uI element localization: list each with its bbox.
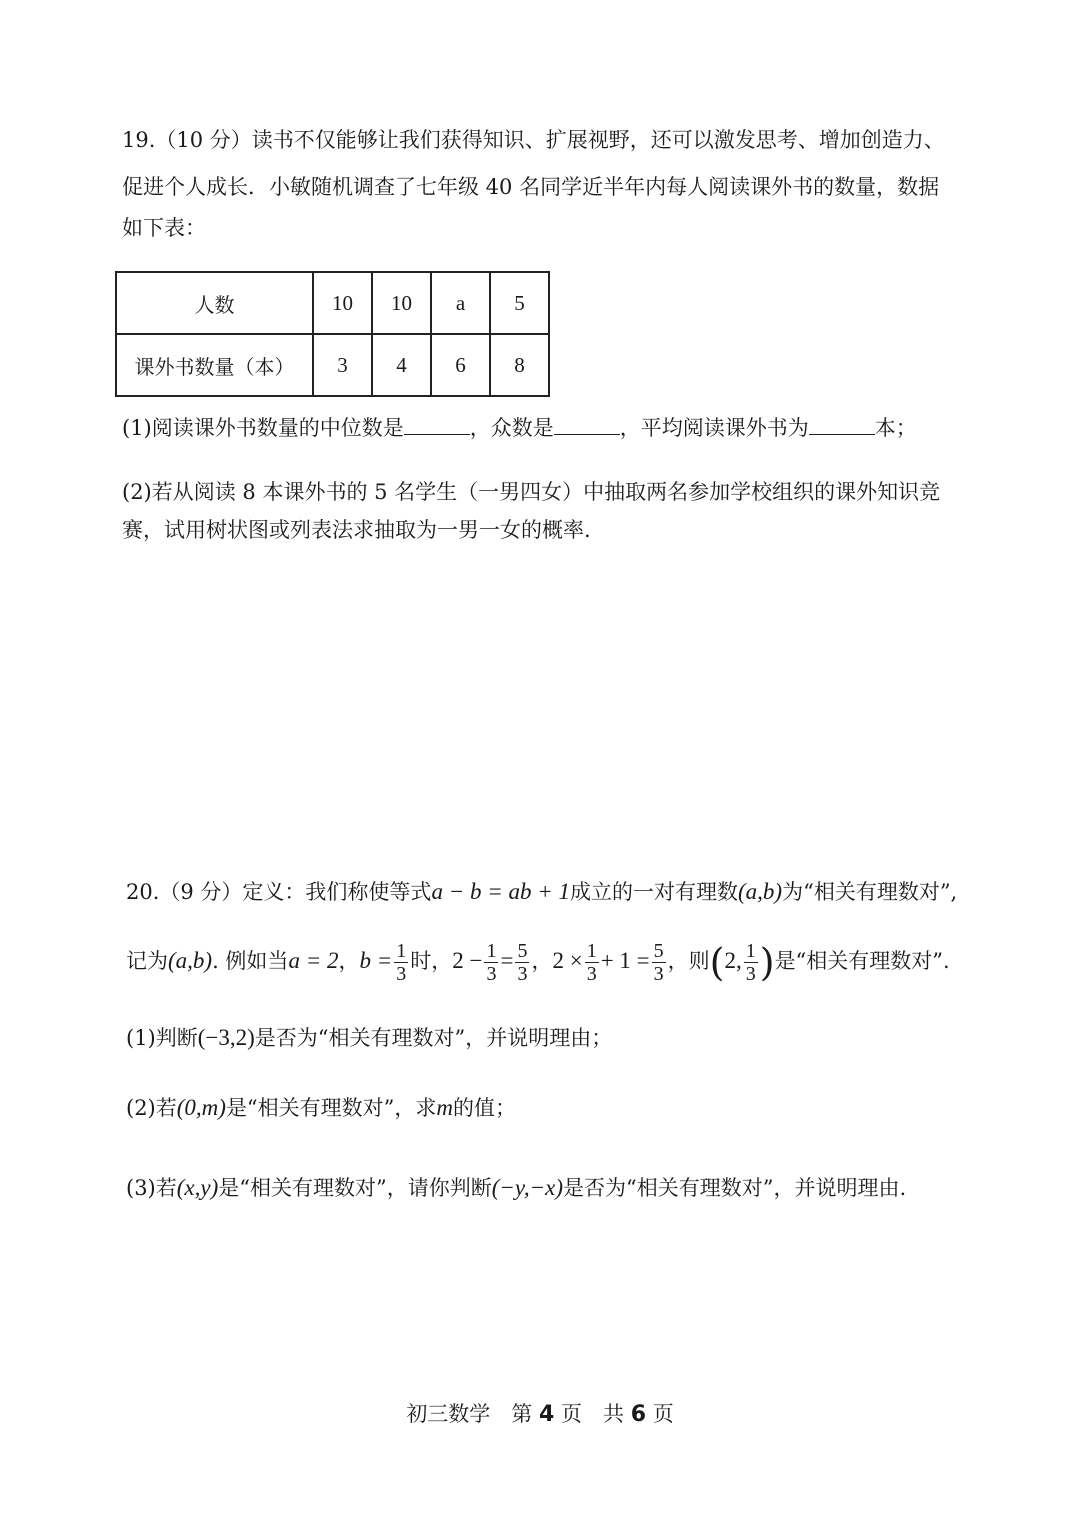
q19-part1 <box>122 414 917 442</box>
table-cell: a <box>431 272 490 334</box>
table-cell: 8 <box>490 334 549 396</box>
table-cell: 3 <box>313 334 372 396</box>
q20-def-end: 为“相关有理数对”, <box>782 880 958 904</box>
q20-p3-text: 是“相关有理数对”，请你判断 <box>218 1176 492 1200</box>
fraction-one-third: $\frac{1}{3}$ <box>486 940 497 985</box>
median-blank[interactable] <box>404 416 470 435</box>
q19-part1-mean: ，平均阅读课外书为 <box>619 416 809 440</box>
q20-is-pair: 是“相关有理数对”. <box>774 949 950 973</box>
right-paren-icon: ) <box>759 940 775 985</box>
q20-a-value: a = 2 <box>288 948 339 973</box>
table-row <box>116 272 549 334</box>
q20-then: ，则 <box>667 949 710 973</box>
footer-page-suffix: 页 <box>652 1402 674 1426</box>
page-footer <box>0 1398 1080 1428</box>
q19-part1-mode: ，众数是 <box>469 416 554 440</box>
left-paren-icon: ( <box>709 940 725 985</box>
q19-line1: 19.（10 分）读书不仅能够让我们获得知识、扩展视野，还可以激发思考、增加创造力、 <box>122 128 945 152</box>
q20-p2-pair: (0,m) <box>176 1095 226 1120</box>
q19-part1-median: (1)阅读课外书数量的中位数是 <box>122 416 404 440</box>
q20-p2-label: (2)若 <box>126 1096 177 1120</box>
q20-p3-label: (3)若 <box>126 1176 177 1200</box>
table-cell: 10 <box>372 272 431 334</box>
footer-subject: 初三数学 第 <box>406 1402 533 1426</box>
mean-blank[interactable] <box>809 416 875 435</box>
mode-blank[interactable] <box>554 416 620 435</box>
q20-def-mid: 成立的一对有理数 <box>570 880 738 904</box>
fraction-one-third: $\frac{1}{3}$ <box>586 940 597 985</box>
q19-part1-unit: 本； <box>874 416 917 440</box>
table-cell: 4 <box>372 334 431 396</box>
footer-page-number: 4 <box>539 1402 555 1427</box>
fraction-one-third: $\frac{1}{3}$ <box>745 940 756 985</box>
q20-example: . 例如当 <box>212 949 289 973</box>
q20-b-eq: b = <box>359 948 393 973</box>
q19-line2: 促进个人成长．小敏随机调查了七年级 40 名同学近半年内每人阅读课外书的数量，数据 <box>122 175 940 199</box>
q20-two-times: 2 × <box>552 948 583 973</box>
fraction-five-thirds: $\frac{5}{3}$ <box>653 940 664 985</box>
q20-part2 <box>126 1094 516 1122</box>
q20-p3-end: 是否为“相关有理数对”，并说明理由. <box>563 1176 907 1200</box>
q20-p2-end: 的值； <box>453 1096 517 1120</box>
q20-equals: = <box>500 948 514 973</box>
table-row <box>116 334 549 396</box>
q20-when: 时， <box>410 949 453 973</box>
table-header-people: 人数 <box>116 272 313 334</box>
table-cell: 5 <box>490 272 549 334</box>
table-cell: 6 <box>431 334 490 396</box>
q20-line1 <box>126 878 957 906</box>
q20-def-intro: 20.（9 分）定义：我们称使等式 <box>126 880 432 904</box>
q20-plus-one: + 1 = <box>600 948 650 973</box>
q20-two-comma: 2, <box>724 948 742 973</box>
q19-part2-line1: (2)若从阅读 8 本课外书的 5 名学生（一男四女）中抽取两名参加学校组织的课外知识竞 <box>122 480 941 504</box>
q19-data-table <box>115 271 550 397</box>
q20-comma: ， <box>531 949 553 973</box>
q20-p3-pair2: (−y,−x) <box>491 1175 563 1200</box>
q20-part3 <box>126 1174 906 1202</box>
q20-comma: ， <box>338 949 360 973</box>
q19-part2-line2: 赛，试用树状图或列表法求抽取为一男一女的概率. <box>122 518 591 542</box>
table-header-books: 课外书数量（本） <box>116 334 313 396</box>
q20-p3-pair: (x,y) <box>176 1175 219 1200</box>
table-cell: 10 <box>313 272 372 334</box>
q20-p2-m: m <box>436 1095 454 1120</box>
q20-equation: a − b = ab + 1 <box>431 879 570 904</box>
q20-p1-label: (1)判断 <box>126 1026 198 1050</box>
footer-total-pages: 6 <box>630 1402 646 1427</box>
q20-part1 <box>126 1024 612 1052</box>
q20-pair-ab: (a,b) <box>738 879 783 904</box>
q20-p1-text: 是否为“相关有理数对”，并说明理由； <box>254 1026 613 1050</box>
q20-noted-pair: (a,b) <box>168 948 213 973</box>
q20-two-minus: 2 − <box>452 948 483 973</box>
q20-p1-pair: (−3,2) <box>197 1025 255 1050</box>
q19-line3: 如下表： <box>122 216 206 240</box>
q20-line2 <box>126 940 950 985</box>
footer-page-of: 页 共 <box>561 1402 624 1426</box>
q20-noted: 记为 <box>126 949 168 973</box>
q20-p2-text: 是“相关有理数对”，求 <box>225 1096 437 1120</box>
fraction-five-thirds: $\frac{5}{3}$ <box>517 940 528 985</box>
fraction-one-third: $\frac{1}{3}$ <box>396 940 407 985</box>
